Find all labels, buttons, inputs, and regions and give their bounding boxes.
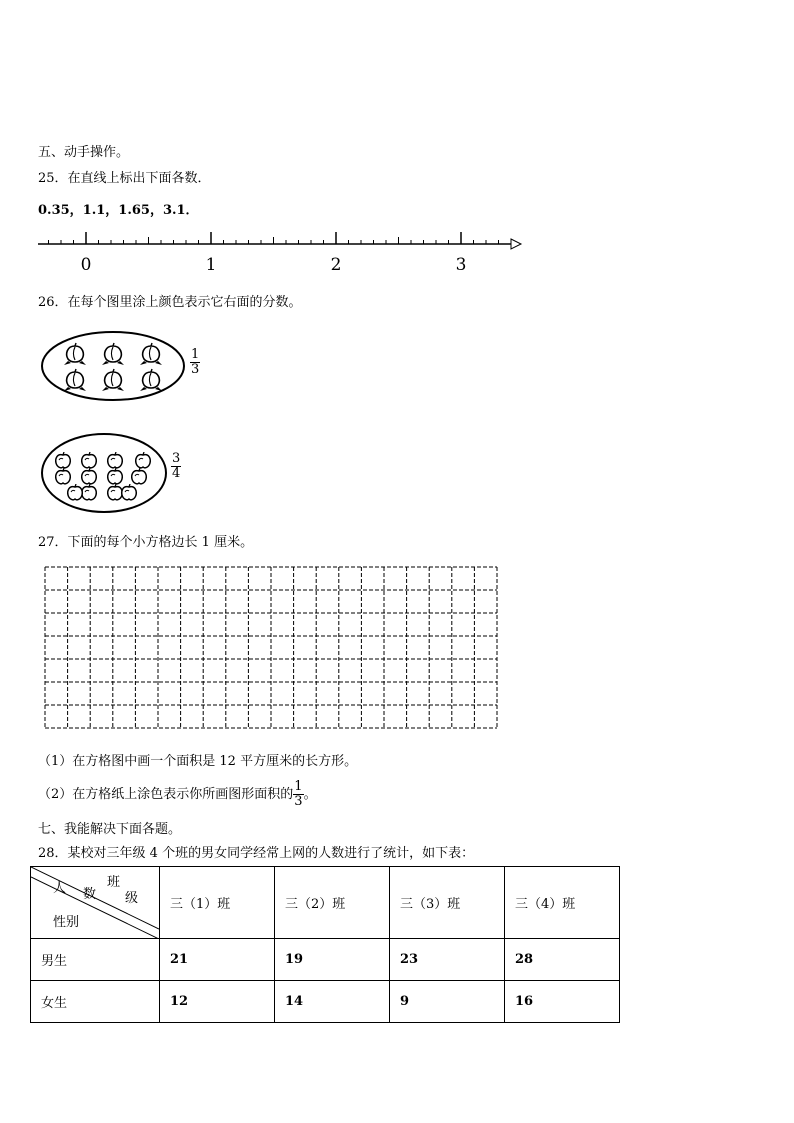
fraction-one-third xyxy=(190,348,200,377)
question-27-sub2 xyxy=(38,780,317,809)
arrow-icon xyxy=(511,239,521,249)
apple-icon xyxy=(120,484,138,502)
fraction-numerator: 1 xyxy=(294,779,303,794)
table-cell: 28 xyxy=(505,939,620,981)
section-title-7: 七、我能解决下面各题。 xyxy=(38,822,182,837)
row-label: 男生 xyxy=(31,939,160,981)
question-28-text: 28．某校对三年级 4 个班的男女同学经常上网的人数进行了统计，如下表： xyxy=(38,846,475,861)
corner-label-ban: 班 xyxy=(107,875,121,890)
fraction-numerator: 3 xyxy=(172,451,181,466)
question-27-sub2-prefix: （2）在方格纸上涂色表示你所画图形面积的 xyxy=(38,787,294,802)
fraction-one-third-inline xyxy=(293,780,303,809)
column-header: 三（1）班 xyxy=(160,867,275,939)
fraction-denominator: 3 xyxy=(191,362,200,377)
column-header: 三（4）班 xyxy=(505,867,620,939)
fraction-denominator: 3 xyxy=(294,794,303,809)
apple-icon xyxy=(66,484,84,502)
figure-oval-apples xyxy=(40,432,168,514)
table-cell: 14 xyxy=(275,981,390,1023)
number-line-label: 3 xyxy=(455,255,467,274)
number-line-label: 2 xyxy=(330,255,342,274)
corner-label-gender: 性别 xyxy=(53,915,80,930)
table-row xyxy=(31,981,620,1023)
corner-label-ren: 人 xyxy=(53,881,67,896)
peach-icon xyxy=(100,368,126,392)
table-corner-cell xyxy=(31,867,160,939)
row-label: 女生 xyxy=(31,981,160,1023)
table-cell: 23 xyxy=(390,939,505,981)
table-row xyxy=(31,939,620,981)
stats-table xyxy=(30,866,620,1023)
fraction-numerator: 1 xyxy=(191,347,200,362)
question-27-sub1: （1）在方格图中画一个面积是 12 平方厘米的长方形。 xyxy=(38,754,358,769)
peach-icon xyxy=(138,342,164,366)
question-26-text: 26．在每个图里涂上颜色表示它右面的分数。 xyxy=(38,295,302,310)
number-line-label: 0 xyxy=(80,255,92,274)
peach-icon xyxy=(100,342,126,366)
peach-icon xyxy=(62,342,88,366)
question-27-sub2-suffix: 。 xyxy=(303,787,317,802)
column-header: 三（2）班 xyxy=(275,867,390,939)
table-cell: 16 xyxy=(505,981,620,1023)
table-cell: 12 xyxy=(160,981,275,1023)
table-cell: 21 xyxy=(160,939,275,981)
table-cell: 19 xyxy=(275,939,390,981)
question-27-text: 27．下面的每个小方格边长 1 厘米。 xyxy=(38,535,254,550)
section-title-5: 五、动手操作。 xyxy=(38,145,130,160)
column-header: 三（3）班 xyxy=(390,867,505,939)
fraction-three-quarters xyxy=(171,452,181,481)
number-line xyxy=(30,228,550,274)
question-25-text: 25．在直线上标出下面各数． xyxy=(38,171,211,186)
table-cell: 9 xyxy=(390,981,505,1023)
peach-icon xyxy=(138,368,164,392)
fraction-denominator: 4 xyxy=(172,466,181,481)
peach-icon xyxy=(62,368,88,392)
number-line-label: 1 xyxy=(205,255,217,274)
corner-label-shu: 数 xyxy=(83,887,97,902)
square-grid xyxy=(44,566,498,729)
corner-label-ji: 级 xyxy=(125,891,139,906)
figure-oval-peaches xyxy=(40,330,186,402)
question-25-numbers: 0.35，1.1，1.65，3.1． xyxy=(38,203,199,218)
